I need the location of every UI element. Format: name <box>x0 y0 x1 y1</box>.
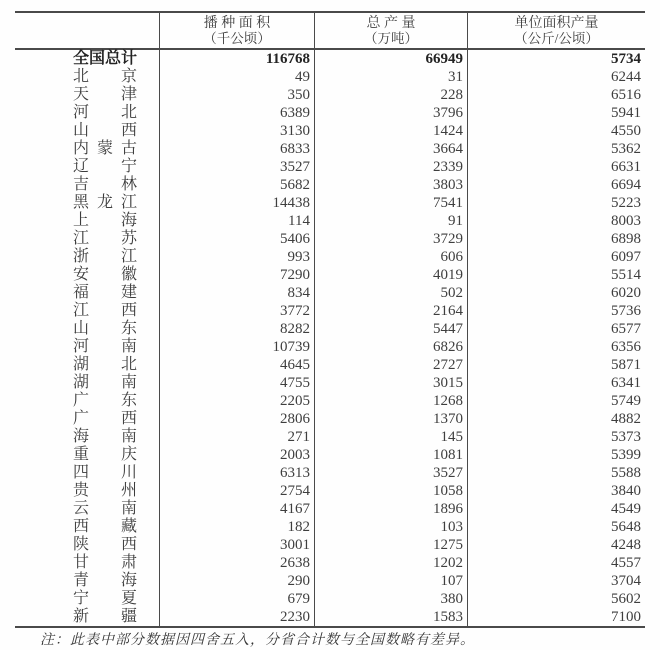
yield-value: 8003 <box>467 212 645 230</box>
column-header-title: 单位面积产量 <box>514 16 599 31</box>
corner-cell <box>15 13 159 48</box>
region-name: 江 西 <box>73 302 137 319</box>
table-row <box>15 536 645 554</box>
yield-value: 6341 <box>467 374 645 392</box>
sown-area-value: 2003 <box>159 446 314 464</box>
region-name: 湖 北 <box>73 356 137 373</box>
total-output-value: 4019 <box>314 266 467 284</box>
region-name: 甘 肃 <box>73 554 137 571</box>
region-name: 广 西 <box>73 410 137 427</box>
sown-area-value: 271 <box>159 428 314 446</box>
table-row <box>15 230 645 248</box>
table-row <box>15 50 645 68</box>
sown-area-value: 182 <box>159 518 314 536</box>
table-row <box>15 176 645 194</box>
sown-area-value: 5406 <box>159 230 314 248</box>
sown-area-value: 6313 <box>159 464 314 482</box>
table-row <box>15 212 645 230</box>
sown-area-value: 6389 <box>159 104 314 122</box>
sown-area-value: 3772 <box>159 302 314 320</box>
sown-area-value: 3527 <box>159 158 314 176</box>
table-row <box>15 302 645 320</box>
region-name: 云 南 <box>73 500 137 517</box>
sown-area-value: 2230 <box>159 608 314 626</box>
yield-value: 7100 <box>467 608 645 626</box>
table-row <box>15 140 645 158</box>
total-output-value: 1275 <box>314 536 467 554</box>
yield-value: 5749 <box>467 392 645 410</box>
yield-value: 5734 <box>467 50 645 68</box>
total-output-value: 3803 <box>314 176 467 194</box>
yield-value: 4557 <box>467 554 645 572</box>
sown-area-value: 10739 <box>159 338 314 356</box>
sown-area-value: 2638 <box>159 554 314 572</box>
table-row <box>15 464 645 482</box>
total-output-value: 1058 <box>314 482 467 500</box>
yield-value: 5941 <box>467 104 645 122</box>
table-row <box>15 428 645 446</box>
sown-area-value: 2205 <box>159 392 314 410</box>
total-output-value: 145 <box>314 428 467 446</box>
total-output-value: 91 <box>314 212 467 230</box>
region-name: 河 南 <box>73 338 137 355</box>
total-output-value: 228 <box>314 86 467 104</box>
column-header-unit: （万吨） <box>364 31 418 46</box>
yield-value: 6631 <box>467 158 645 176</box>
yield-value: 5736 <box>467 302 645 320</box>
region-name: 新 疆 <box>73 608 137 625</box>
sown-area-value: 4167 <box>159 500 314 518</box>
region-name: 北 京 <box>73 68 137 85</box>
sown-area-value: 993 <box>159 248 314 266</box>
table-row <box>15 356 645 374</box>
table-row <box>15 158 645 176</box>
region-name: 湖 南 <box>73 374 137 391</box>
table-row <box>15 608 645 626</box>
column-header-total-output <box>314 13 467 48</box>
yield-value: 4882 <box>467 410 645 428</box>
total-output-value: 3729 <box>314 230 467 248</box>
table-row <box>15 518 645 536</box>
sown-area-value: 679 <box>159 590 314 608</box>
region-name: 贵 州 <box>73 482 137 499</box>
table-row <box>15 122 645 140</box>
table-row <box>15 86 645 104</box>
region-name: 黑 龙 江 <box>73 194 137 211</box>
column-header-sown-area <box>159 13 314 48</box>
region-name: 福 建 <box>73 284 137 301</box>
total-output-value: 3527 <box>314 464 467 482</box>
yield-value: 5648 <box>467 518 645 536</box>
total-output-value: 7541 <box>314 194 467 212</box>
total-output-value: 1268 <box>314 392 467 410</box>
sown-area-value: 114 <box>159 212 314 230</box>
yield-value: 4549 <box>467 500 645 518</box>
total-output-value: 3664 <box>314 140 467 158</box>
yield-value: 5514 <box>467 266 645 284</box>
total-output-value: 606 <box>314 248 467 266</box>
sown-area-value: 834 <box>159 284 314 302</box>
region-name: 陕 西 <box>73 536 137 553</box>
total-output-value: 1424 <box>314 122 467 140</box>
yield-value: 3704 <box>467 572 645 590</box>
table-row <box>15 500 645 518</box>
total-output-value: 1896 <box>314 500 467 518</box>
sown-area-value: 4645 <box>159 356 314 374</box>
total-output-value: 3796 <box>314 104 467 122</box>
region-name: 山 东 <box>73 320 137 337</box>
total-output-value: 1583 <box>314 608 467 626</box>
total-output-value: 1202 <box>314 554 467 572</box>
table-row <box>15 446 645 464</box>
region-name: 江 苏 <box>73 230 137 247</box>
region-name: 浙 江 <box>73 248 137 265</box>
table-row <box>15 104 645 122</box>
region-name: 上 海 <box>73 212 137 229</box>
yield-value: 5871 <box>467 356 645 374</box>
sown-area-value: 3001 <box>159 536 314 554</box>
table-row <box>15 572 645 590</box>
sown-area-value: 5682 <box>159 176 314 194</box>
yield-value: 6694 <box>467 176 645 194</box>
region-name: 河 北 <box>73 104 137 121</box>
table-row <box>15 266 645 284</box>
sown-area-value: 116768 <box>159 50 314 68</box>
total-output-value: 66949 <box>314 50 467 68</box>
column-header-title: 播 种 面 积 <box>203 16 271 31</box>
yield-value: 5373 <box>467 428 645 446</box>
sown-area-value: 49 <box>159 68 314 86</box>
sown-area-value: 6833 <box>159 140 314 158</box>
region-name: 全 国 总 计 <box>73 50 138 67</box>
table-row <box>15 392 645 410</box>
total-output-value: 380 <box>314 590 467 608</box>
yield-value: 3840 <box>467 482 645 500</box>
table-row <box>15 338 645 356</box>
yield-value: 4550 <box>467 122 645 140</box>
yield-value: 6020 <box>467 284 645 302</box>
yield-value: 6356 <box>467 338 645 356</box>
table-row <box>15 248 645 266</box>
table-row <box>15 410 645 428</box>
region-name: 山 西 <box>73 122 137 139</box>
column-header-unit-yield <box>467 13 645 48</box>
region-name: 海 南 <box>73 428 137 445</box>
table-header-row <box>15 13 645 50</box>
sown-area-value: 8282 <box>159 320 314 338</box>
yield-value: 6244 <box>467 68 645 86</box>
sown-area-value: 2806 <box>159 410 314 428</box>
table-row <box>15 284 645 302</box>
grain-production-table <box>15 11 645 628</box>
region-name: 青 海 <box>73 572 137 589</box>
yield-value: 6898 <box>467 230 645 248</box>
footnote: 注：此表中部分数据因四舍五入，分省合计数与全国数略有差异。 <box>40 633 475 648</box>
total-output-value: 107 <box>314 572 467 590</box>
column-header-unit: （公斤/公顷） <box>514 31 599 46</box>
total-output-value: 5447 <box>314 320 467 338</box>
region-name: 重 庆 <box>73 446 137 463</box>
region-name: 天 津 <box>73 86 137 103</box>
total-output-value: 2727 <box>314 356 467 374</box>
yield-value: 4248 <box>467 536 645 554</box>
sown-area-value: 3130 <box>159 122 314 140</box>
total-output-value: 2164 <box>314 302 467 320</box>
total-output-value: 31 <box>314 68 467 86</box>
yield-value: 5399 <box>467 446 645 464</box>
total-output-value: 6826 <box>314 338 467 356</box>
region-name: 四 川 <box>73 464 137 481</box>
total-output-value: 1370 <box>314 410 467 428</box>
sown-area-value: 7290 <box>159 266 314 284</box>
region-name: 吉 林 <box>73 176 137 193</box>
table-row <box>15 482 645 500</box>
region-name: 广 东 <box>73 392 137 409</box>
table-row <box>15 590 645 608</box>
yield-value: 5588 <box>467 464 645 482</box>
table-row <box>15 68 645 86</box>
yield-value: 6577 <box>467 320 645 338</box>
total-output-value: 3015 <box>314 374 467 392</box>
sown-area-value: 290 <box>159 572 314 590</box>
region-name: 辽 宁 <box>73 158 137 175</box>
sown-area-value: 4755 <box>159 374 314 392</box>
sown-area-value: 14438 <box>159 194 314 212</box>
region-name: 内 蒙 古 <box>73 140 137 157</box>
total-output-value: 2339 <box>314 158 467 176</box>
yield-value: 5602 <box>467 590 645 608</box>
region-name: 西 藏 <box>73 518 137 535</box>
column-header-unit: （千公顷） <box>203 31 271 46</box>
sown-area-value: 350 <box>159 86 314 104</box>
table-row <box>15 320 645 338</box>
table-row <box>15 374 645 392</box>
region-name: 安 徽 <box>73 266 137 283</box>
total-output-value: 502 <box>314 284 467 302</box>
column-header-title: 总 产 量 <box>366 16 416 31</box>
yield-value: 5223 <box>467 194 645 212</box>
region-name: 宁 夏 <box>73 590 137 607</box>
yield-value: 6097 <box>467 248 645 266</box>
total-output-value: 103 <box>314 518 467 536</box>
yield-value: 5362 <box>467 140 645 158</box>
table-row <box>15 194 645 212</box>
yield-value: 6516 <box>467 86 645 104</box>
table-body <box>15 50 645 626</box>
total-output-value: 1081 <box>314 446 467 464</box>
sown-area-value: 2754 <box>159 482 314 500</box>
table-row <box>15 554 645 572</box>
